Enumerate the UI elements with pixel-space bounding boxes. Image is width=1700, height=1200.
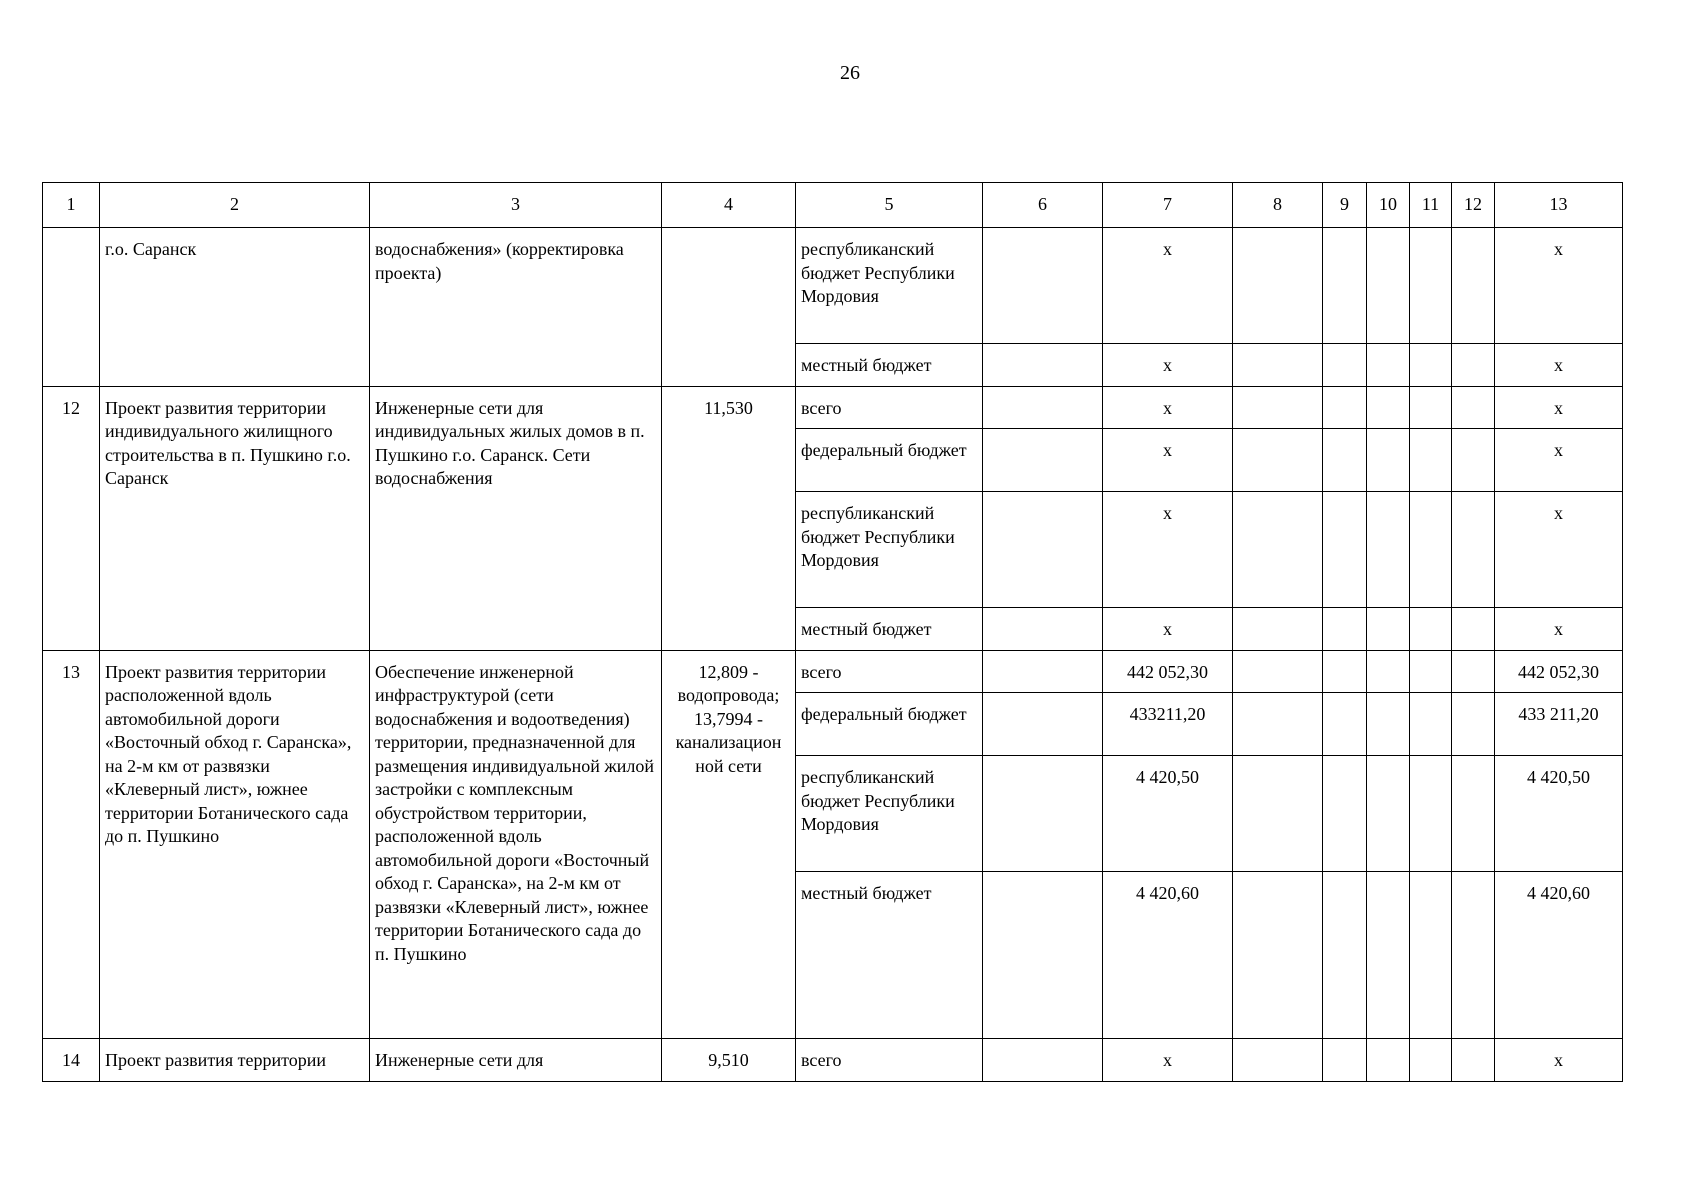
column-header: 2 [100, 183, 370, 228]
project-name-cell: Проект развития территории индивидуального жилищного строительства в п. Пушкино г.о. Саранск [100, 386, 370, 650]
table-row [43, 228, 1623, 344]
capacity-cell [662, 650, 796, 1039]
funding-source-cell: всего [796, 650, 983, 693]
item-number-cell [43, 228, 100, 387]
funding-source-cell: всего [796, 1039, 983, 1082]
table-row [43, 1039, 1623, 1082]
column-header: 4 [662, 183, 796, 228]
funding-source-cell: республиканский бюджет Республики Мордовия [796, 492, 983, 608]
total-cell: 4 420,60 [1495, 872, 1623, 1039]
amount-cell: 442 052,30 [1103, 650, 1233, 693]
amount-cell: х [1103, 228, 1233, 344]
funding-source-cell: местный бюджет [796, 872, 983, 1039]
column-header: 8 [1233, 183, 1323, 228]
column-header: 13 [1495, 183, 1623, 228]
amount-cell: х [1103, 492, 1233, 608]
column-header: 11 [1410, 183, 1452, 228]
column-header: 3 [370, 183, 662, 228]
amount-cell: 4 420,50 [1103, 756, 1233, 872]
column-header: 10 [1367, 183, 1410, 228]
total-cell: х [1495, 1039, 1623, 1082]
object-name-cell: водоснабжения» (корректировка проекта) [370, 228, 662, 387]
item-number-cell: 14 [43, 1039, 100, 1082]
item-number-cell: 13 [43, 650, 100, 1039]
column-header: 5 [796, 183, 983, 228]
funding-source-cell: республиканский бюджет Республики Мордовия [796, 756, 983, 872]
page-number: 26 [840, 62, 860, 84]
table-row [43, 650, 1623, 693]
budget-table [42, 182, 1623, 1082]
funding-source-cell: федеральный бюджет [796, 693, 983, 756]
funding-source-cell: местный бюджет [796, 344, 983, 387]
total-cell: х [1495, 492, 1623, 608]
column-header: 1 [43, 183, 100, 228]
object-name-cell: Инженерные сети для индивидуальных жилых домов в п. Пушкино г.о. Саранск. Сети водоснабжения [370, 386, 662, 650]
capacity-line: канализацион [675, 732, 782, 752]
total-cell: х [1495, 429, 1623, 492]
amount-cell: 433211,20 [1103, 693, 1233, 756]
object-name-cell: Инженерные сети для [370, 1039, 662, 1082]
item-number-cell: 12 [43, 386, 100, 650]
capacity-line: ной сети [695, 755, 762, 776]
column-header: 6 [983, 183, 1103, 228]
amount-cell: х [1103, 386, 1233, 429]
total-cell: х [1495, 228, 1623, 344]
table-header-row [43, 183, 1623, 228]
amount-cell: х [1103, 1039, 1233, 1082]
amount-cell: х [1103, 344, 1233, 387]
project-name-cell: г.о. Саранск [100, 228, 370, 387]
capacity-line: водопровода; [677, 685, 780, 705]
amount-cell: х [1103, 429, 1233, 492]
capacity-cell: 9,510 [662, 1039, 796, 1082]
column-header: 9 [1323, 183, 1367, 228]
capacity-line: 13,7994 - [694, 708, 763, 729]
funding-source-cell: федеральный бюджет [796, 429, 983, 492]
total-cell: х [1495, 608, 1623, 651]
total-cell: х [1495, 386, 1623, 429]
capacity-cell [662, 228, 796, 387]
object-name-cell: Обеспечение инженерной инфраструктурой (сети водоснабжения и водоотведения) территории, предназначенной для размещения индивидуальной жилой застройки с комплексным обустройством территории, расположенной вдоль автомобильной дороги «Восточный обход г. Саранска», на 2-м км от развязки «Клеверный лист», южнее территории Ботанического сада до п. Пушкино [370, 650, 662, 1039]
funding-source-cell: республиканский бюджет Республики Мордовия [796, 228, 983, 344]
project-name-cell: Проект развития территории расположенной вдоль автомобильной дороги «Восточный обход г. Саранска», на 2-м км от развязки «Клеверный лист», южнее территории Ботанического сада до п. Пушкино [100, 650, 370, 1039]
capacity-cell: 11,530 [662, 386, 796, 650]
total-cell: х [1495, 344, 1623, 387]
column-header: 7 [1103, 183, 1233, 228]
project-name-cell: Проект развития территории [100, 1039, 370, 1082]
total-cell: 4 420,50 [1495, 756, 1623, 872]
amount-cell: х [1103, 608, 1233, 651]
amount-cell: 4 420,60 [1103, 872, 1233, 1039]
table-row [43, 386, 1623, 429]
column-header: 12 [1452, 183, 1495, 228]
total-cell: 433 211,20 [1495, 693, 1623, 756]
total-cell: 442 052,30 [1495, 650, 1623, 693]
capacity-line: 12,809 - [698, 661, 759, 682]
funding-source-cell: местный бюджет [796, 608, 983, 651]
funding-source-cell: всего [796, 386, 983, 429]
